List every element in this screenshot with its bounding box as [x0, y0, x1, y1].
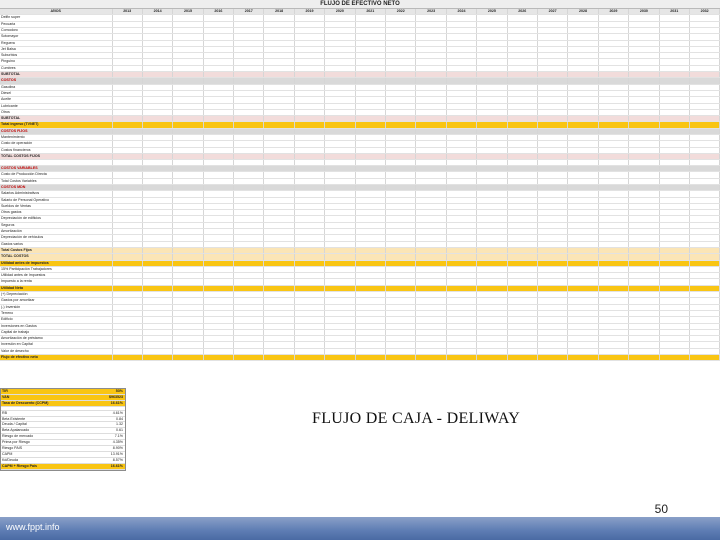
indicator-name: Deuda / Capital — [2, 422, 27, 427]
indicator-value: 1.32 — [116, 422, 123, 427]
year-header: 2022 — [386, 9, 416, 15]
indicator-value: 16.61% — [110, 463, 123, 468]
table-cell — [629, 355, 659, 361]
row-label: Total ingreso (TVNET) — [0, 122, 112, 128]
row-label: Delfin super — [0, 15, 112, 21]
table-cell — [325, 355, 355, 361]
row-label: Gastos por amortizar — [0, 298, 112, 304]
row-label: Depreciación de vehículos — [0, 235, 112, 241]
indicator-name: CAPM + Riesgo País — [2, 463, 38, 468]
row-label: Costo de operación — [0, 141, 112, 147]
row-label: Amortización — [0, 229, 112, 235]
row-label: Diesel — [0, 90, 112, 96]
table-cell — [386, 355, 416, 361]
year-header: 2017 — [234, 9, 264, 15]
row-label: Utilidad Neta — [0, 285, 112, 291]
row-label: (+) Depreciación — [0, 292, 112, 298]
row-label: COSTOS — [0, 78, 112, 84]
table-cell — [173, 355, 203, 361]
year-header: 2020 — [325, 9, 355, 15]
year-header: 2023 — [416, 9, 446, 15]
table-row — [0, 355, 720, 361]
footer-url: www.fppt.info — [6, 522, 60, 532]
indicator-name: Beta Apalancado — [2, 428, 30, 433]
table-cell — [659, 355, 689, 361]
year-header: 2029 — [598, 9, 628, 15]
year-header: 2031 — [659, 9, 689, 15]
year-header: 2030 — [629, 9, 659, 15]
row-label: Utilidad antes de impuestos — [0, 260, 112, 266]
indicator-name: CAPM — [2, 451, 13, 456]
row-label: SUBTOTAL — [0, 116, 112, 122]
year-header: 2015 — [173, 9, 203, 15]
indicator-value: 0.61 — [116, 428, 123, 433]
indicator-value: 16.61% — [110, 400, 123, 405]
row-label: Sueldos de Ventas — [0, 203, 112, 209]
row-label: Pecuaria — [0, 21, 112, 27]
table-cell — [446, 355, 476, 361]
year-header: 2032 — [689, 9, 719, 15]
row-label: TOTAL COSTOS — [0, 254, 112, 260]
table-cell — [507, 355, 537, 361]
indicator-value: 4.35% — [112, 440, 123, 445]
table-cell — [598, 355, 628, 361]
table-cell — [203, 355, 233, 361]
row-label: COSTOS MDN — [0, 185, 112, 191]
indicator-value: 4.61% — [112, 410, 123, 415]
row-label: Inversión en Capital — [0, 342, 112, 348]
year-header: 2021 — [355, 9, 385, 15]
row-label: Costos financieros — [0, 147, 112, 153]
page-number: 50 — [654, 502, 668, 516]
table-cell — [568, 355, 598, 361]
indicator-value: 8.57% — [112, 457, 123, 462]
row-label: Otros — [0, 109, 112, 115]
indicator-value: 53% — [115, 389, 123, 393]
row-label: SUBTOTAL — [0, 72, 112, 78]
row-label: Suburbios — [0, 53, 112, 59]
row-label: Amortización de préstamo — [0, 336, 112, 342]
indicator-name: Riesgo de mercado — [2, 434, 34, 439]
year-header: 2025 — [477, 9, 507, 15]
row-label: Valor de desecho — [0, 348, 112, 354]
row-label: Comodoro — [0, 27, 112, 33]
table-cell — [142, 355, 172, 361]
footer-band — [0, 517, 720, 540]
row-label: Total Costos Fijos — [0, 247, 112, 253]
row-label: Pinguino — [0, 59, 112, 65]
row-label: Utilidad antes de Impuestos — [0, 273, 112, 279]
row-label: COSTOS FIJOS — [0, 128, 112, 134]
financial-indicators-box — [0, 388, 126, 471]
year-header: 2026 — [507, 9, 537, 15]
table-cell — [477, 355, 507, 361]
indicator-name: Beta Existente — [2, 416, 26, 421]
row-label: Gastos varios — [0, 241, 112, 247]
row-label: 15% Participación Trabajadores — [0, 266, 112, 272]
cash-flow-table — [0, 9, 720, 361]
table-cell — [112, 355, 142, 361]
table-cell — [234, 355, 264, 361]
row-label: Jet Balsa — [0, 46, 112, 52]
row-label: Edificio — [0, 317, 112, 323]
year-header: 2018 — [264, 9, 294, 15]
year-header: 2028 — [568, 9, 598, 15]
row-label: COSTOS VARIABLES — [0, 166, 112, 172]
year-header: 2013 — [112, 9, 142, 15]
indicator-value: 7.1% — [114, 434, 123, 439]
row-label: Depreciación de edificios — [0, 216, 112, 222]
row-label: Gasolina — [0, 84, 112, 90]
row-label: Reguera — [0, 40, 112, 46]
row-label: Lubricante — [0, 103, 112, 109]
indicator-name: RB — [2, 410, 7, 415]
slide-title: FLUJO DE CAJA - DELIWAY — [312, 410, 521, 427]
year-header: 2019 — [294, 9, 324, 15]
row-label: Sotomayor — [0, 34, 112, 40]
year-header: 2027 — [537, 9, 567, 15]
row-label: (-) Inversión — [0, 304, 112, 310]
row-label: Impuesto a la renta — [0, 279, 112, 285]
row-label: Flujo de efectivo neto — [0, 355, 112, 361]
year-header: 2016 — [203, 9, 233, 15]
row-label: Seguros — [0, 222, 112, 228]
indicator-name: VAN — [2, 394, 10, 399]
indicator-name: TIR — [2, 389, 8, 393]
year-header: 2024 — [446, 9, 476, 15]
years-header: AÑOS — [0, 9, 112, 15]
indicator-value: $963523 — [109, 394, 123, 399]
sheet-title: FLUJO DE EFECTIVO NETO — [0, 0, 720, 9]
row-label: Aceite — [0, 97, 112, 103]
row-label: TOTAL COSTOS FIJOS — [0, 153, 112, 159]
row-label: Costo de Producción Directa — [0, 172, 112, 178]
row-label: Mantenimiento — [0, 135, 112, 141]
indicator-value: 0.84 — [116, 416, 123, 421]
row-label: Salario de Personal Operativo — [0, 197, 112, 203]
table-cell — [294, 355, 324, 361]
row-label: Terreno — [0, 310, 112, 316]
row-label: Total Costos Variables — [0, 178, 112, 184]
table-cell — [264, 355, 294, 361]
indicator-name: Tasa de Descuento (CCPM) — [2, 400, 49, 405]
row-label: Inversiones en Gastos — [0, 323, 112, 329]
year-header: 2014 — [142, 9, 172, 15]
indicator-value: 13.91% — [110, 451, 123, 456]
row-label: Salarios Administrativos — [0, 191, 112, 197]
table-cell — [355, 355, 385, 361]
indicator-name: Prima por Riesgo — [2, 440, 30, 445]
indicator-name: Kd/Deuda — [2, 457, 18, 462]
row-label: Cumbres — [0, 65, 112, 71]
indicator-name: Riesgo PAIS — [2, 446, 23, 451]
table-cell — [537, 355, 567, 361]
table-cell — [416, 355, 446, 361]
indicator-value: 8.90% — [112, 446, 123, 451]
row-label: Otros gastos — [0, 210, 112, 216]
indicator-row — [1, 464, 125, 470]
table-cell — [689, 355, 719, 361]
row-label: Capital de trabajo — [0, 329, 112, 335]
